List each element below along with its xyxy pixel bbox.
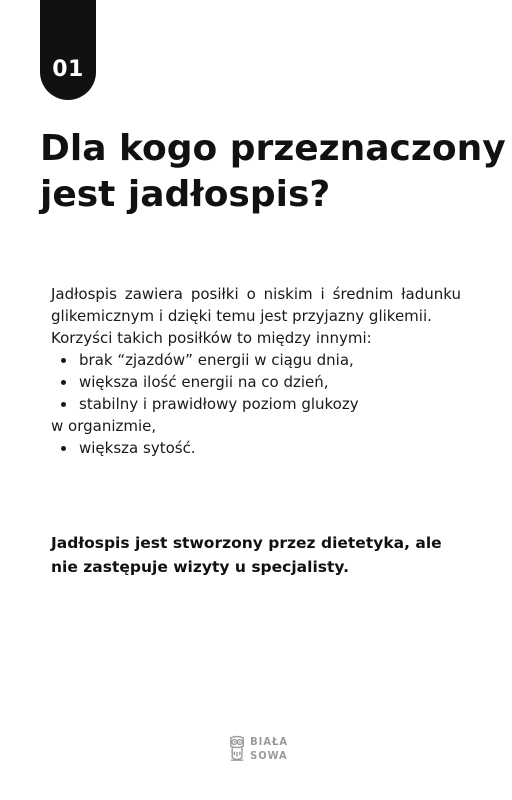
list-item: większa ilość energii na co dzień, [51,371,461,393]
benefits-list [51,349,461,415]
intro-paragraph: Jadłospis zawiera posiłki o niskim i średnim ładunku glikemicznym i dzięki temu jest przyjazny glikemii. [51,285,461,325]
body-content [51,283,461,459]
logo-wordmark [250,735,288,763]
list-item: brak “zjazdów” energii w ciągu dnia, [51,349,461,371]
list-item: większa sytość. [51,437,461,459]
logo-line-1: BIAŁA [250,735,288,748]
owl-icon [228,727,246,771]
page-title [40,126,506,218]
disclaimer-line-1: Jadłospis jest stworzony przez dietetyka, ale [51,534,442,552]
section-number: 01 [52,57,84,82]
disclaimer-notice [51,531,471,579]
section-number-tab [40,0,96,100]
benefits-list-continued [51,437,461,459]
benefits-intro: Korzyści takich posiłków to między innymi: [51,329,372,347]
page-title-line-1: Dla kogo przeznaczony [40,128,506,169]
continuation-text: w organizmie, [51,417,157,435]
page-title-line-2: jest jadłospis? [40,174,331,215]
brand-logo [228,726,288,772]
disclaimer-line-2: nie zastępuje wizyty u specjalisty. [51,558,349,576]
list-item: stabilny i prawidłowy poziom glukozy [51,393,461,415]
logo-line-2: SOWA [250,749,288,762]
